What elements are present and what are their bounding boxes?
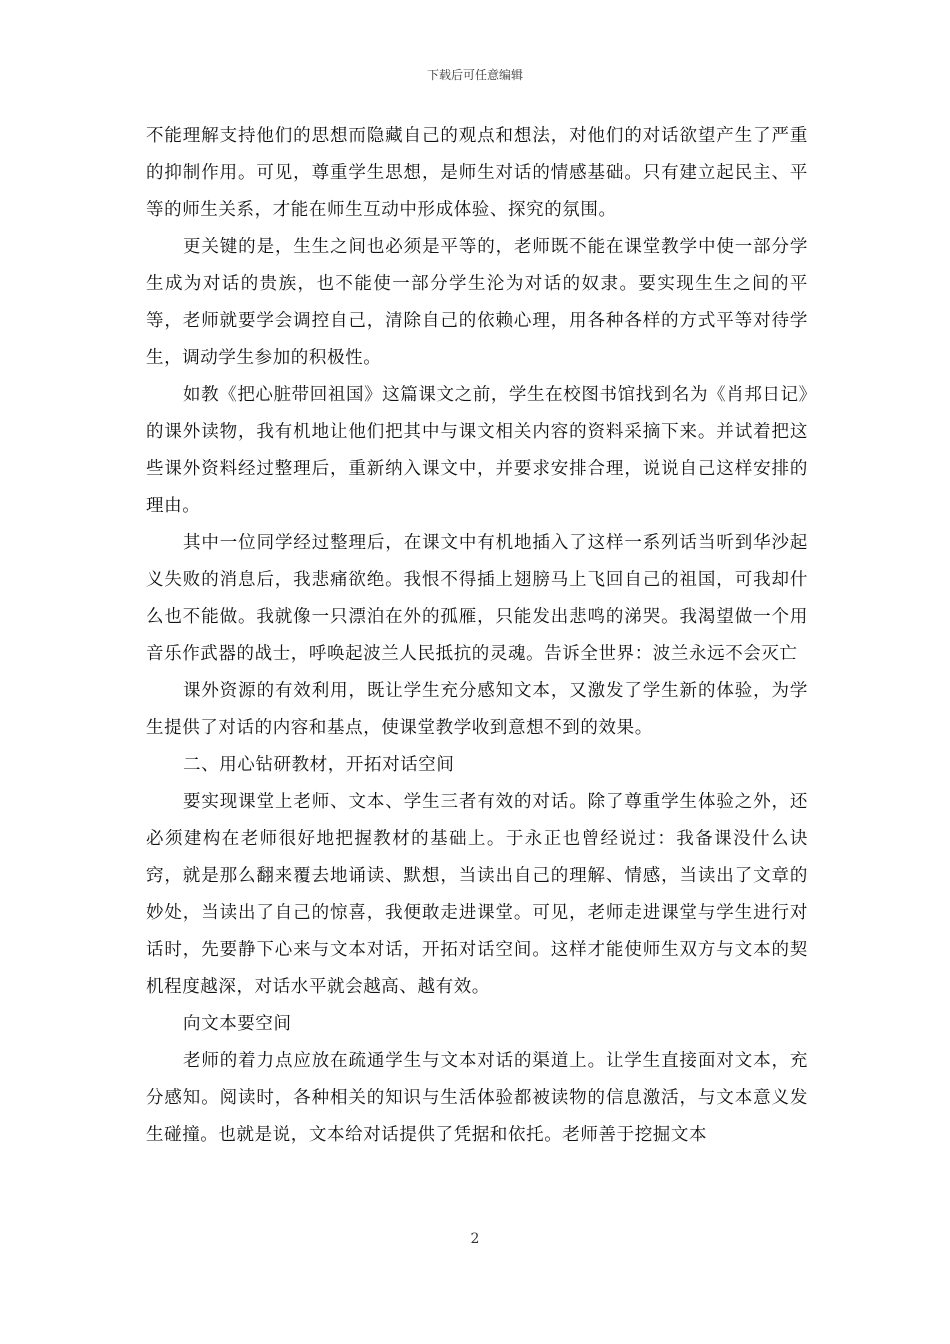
paragraph: 如教《把心脏带回祖国》这篇课文之前，学生在校图书馆找到名为《肖邦日记》的课外读物，我有机地让他们把其中与课文相关内容的资料采摘下来。并试着把这些课外资料经过整理后，重新纳入课文中，并要求安排合理，说说自己这样安排的理由。: [146, 385, 808, 516]
paragraph: 老师的着力点应放在疏通学生与文本对话的渠道上。让学生直接面对文本，充分感知。阅读时，各种相关的知识与生活体验都被读物的信息激活，与文本意义发生碰撞。也就是说，文本给对话提供了凭据和依托。老师善于挖掘文本: [146, 1051, 808, 1145]
page-header: 下载后可任意编辑: [426, 68, 523, 82]
paragraph: 课外资源的有效利用，既让学生充分感知文本，又激发了学生新的体验，为学生提供了对话的内容和基点，使课堂教学收到意想不到的效果。: [146, 681, 808, 738]
paragraph: 其中一位同学经过整理后，在课文中有机地插入了这样一系列话当听到华沙起义失败的消息后，我悲痛欲绝。我恨不得插上翅膀马上飞回自己的祖国，可我却什么也不能做。我就像一只漂泊在外的孤雁，只能发出悲鸣的涕哭。我渴望做一个用音乐作武器的战士，呼唤起波兰人民抵抗的灵魂。告诉全世界：波兰永远不会灭亡: [146, 533, 808, 664]
paragraph-continued: 不能理解支持他们的思想而隐藏自己的观点和想法，对他们的对话欲望产生了严重的抑制作用。可见，尊重学生思想，是师生对话的情感基础。只有建立起民主、平等的师生关系，才能在师生互动中形成体验、探究的氛围。: [146, 126, 808, 220]
page-number: 2: [470, 1231, 480, 1247]
document-body: [146, 118, 808, 1154]
subsection-heading: 向文本要空间: [183, 1014, 292, 1034]
section-heading: 二、用心钻研教材，开拓对话空间: [183, 755, 455, 775]
paragraph: 更关键的是，生生之间也必须是平等的，老师既不能在课堂教学中使一部分学生成为对话的贵族，也不能使一部分学生沦为对话的奴隶。要实现生生之间的平等，老师就要学会调控自己，清除自己的依赖心理，用各种各样的方式平等对待学生，调动学生参加的积极性。: [146, 237, 808, 368]
paragraph: 要实现课堂上老师、文本、学生三者有效的对话。除了尊重学生体验之外，还必须建构在老师很好地把握教材的基础上。于永正也曾经说过：我备课没什么诀窍，就是那么翻来覆去地诵读、默想，当读出自己的理解、情感，当读出了文章的妙处，当读出了自己的惊喜，我便敢走进课堂。可见，老师走进课堂与学生进行对话时，先要静下心来与文本对话，开拓对话空间。这样才能使师生双方与文本的契机程度越深，对话水平就会越高、越有效。: [146, 792, 808, 997]
